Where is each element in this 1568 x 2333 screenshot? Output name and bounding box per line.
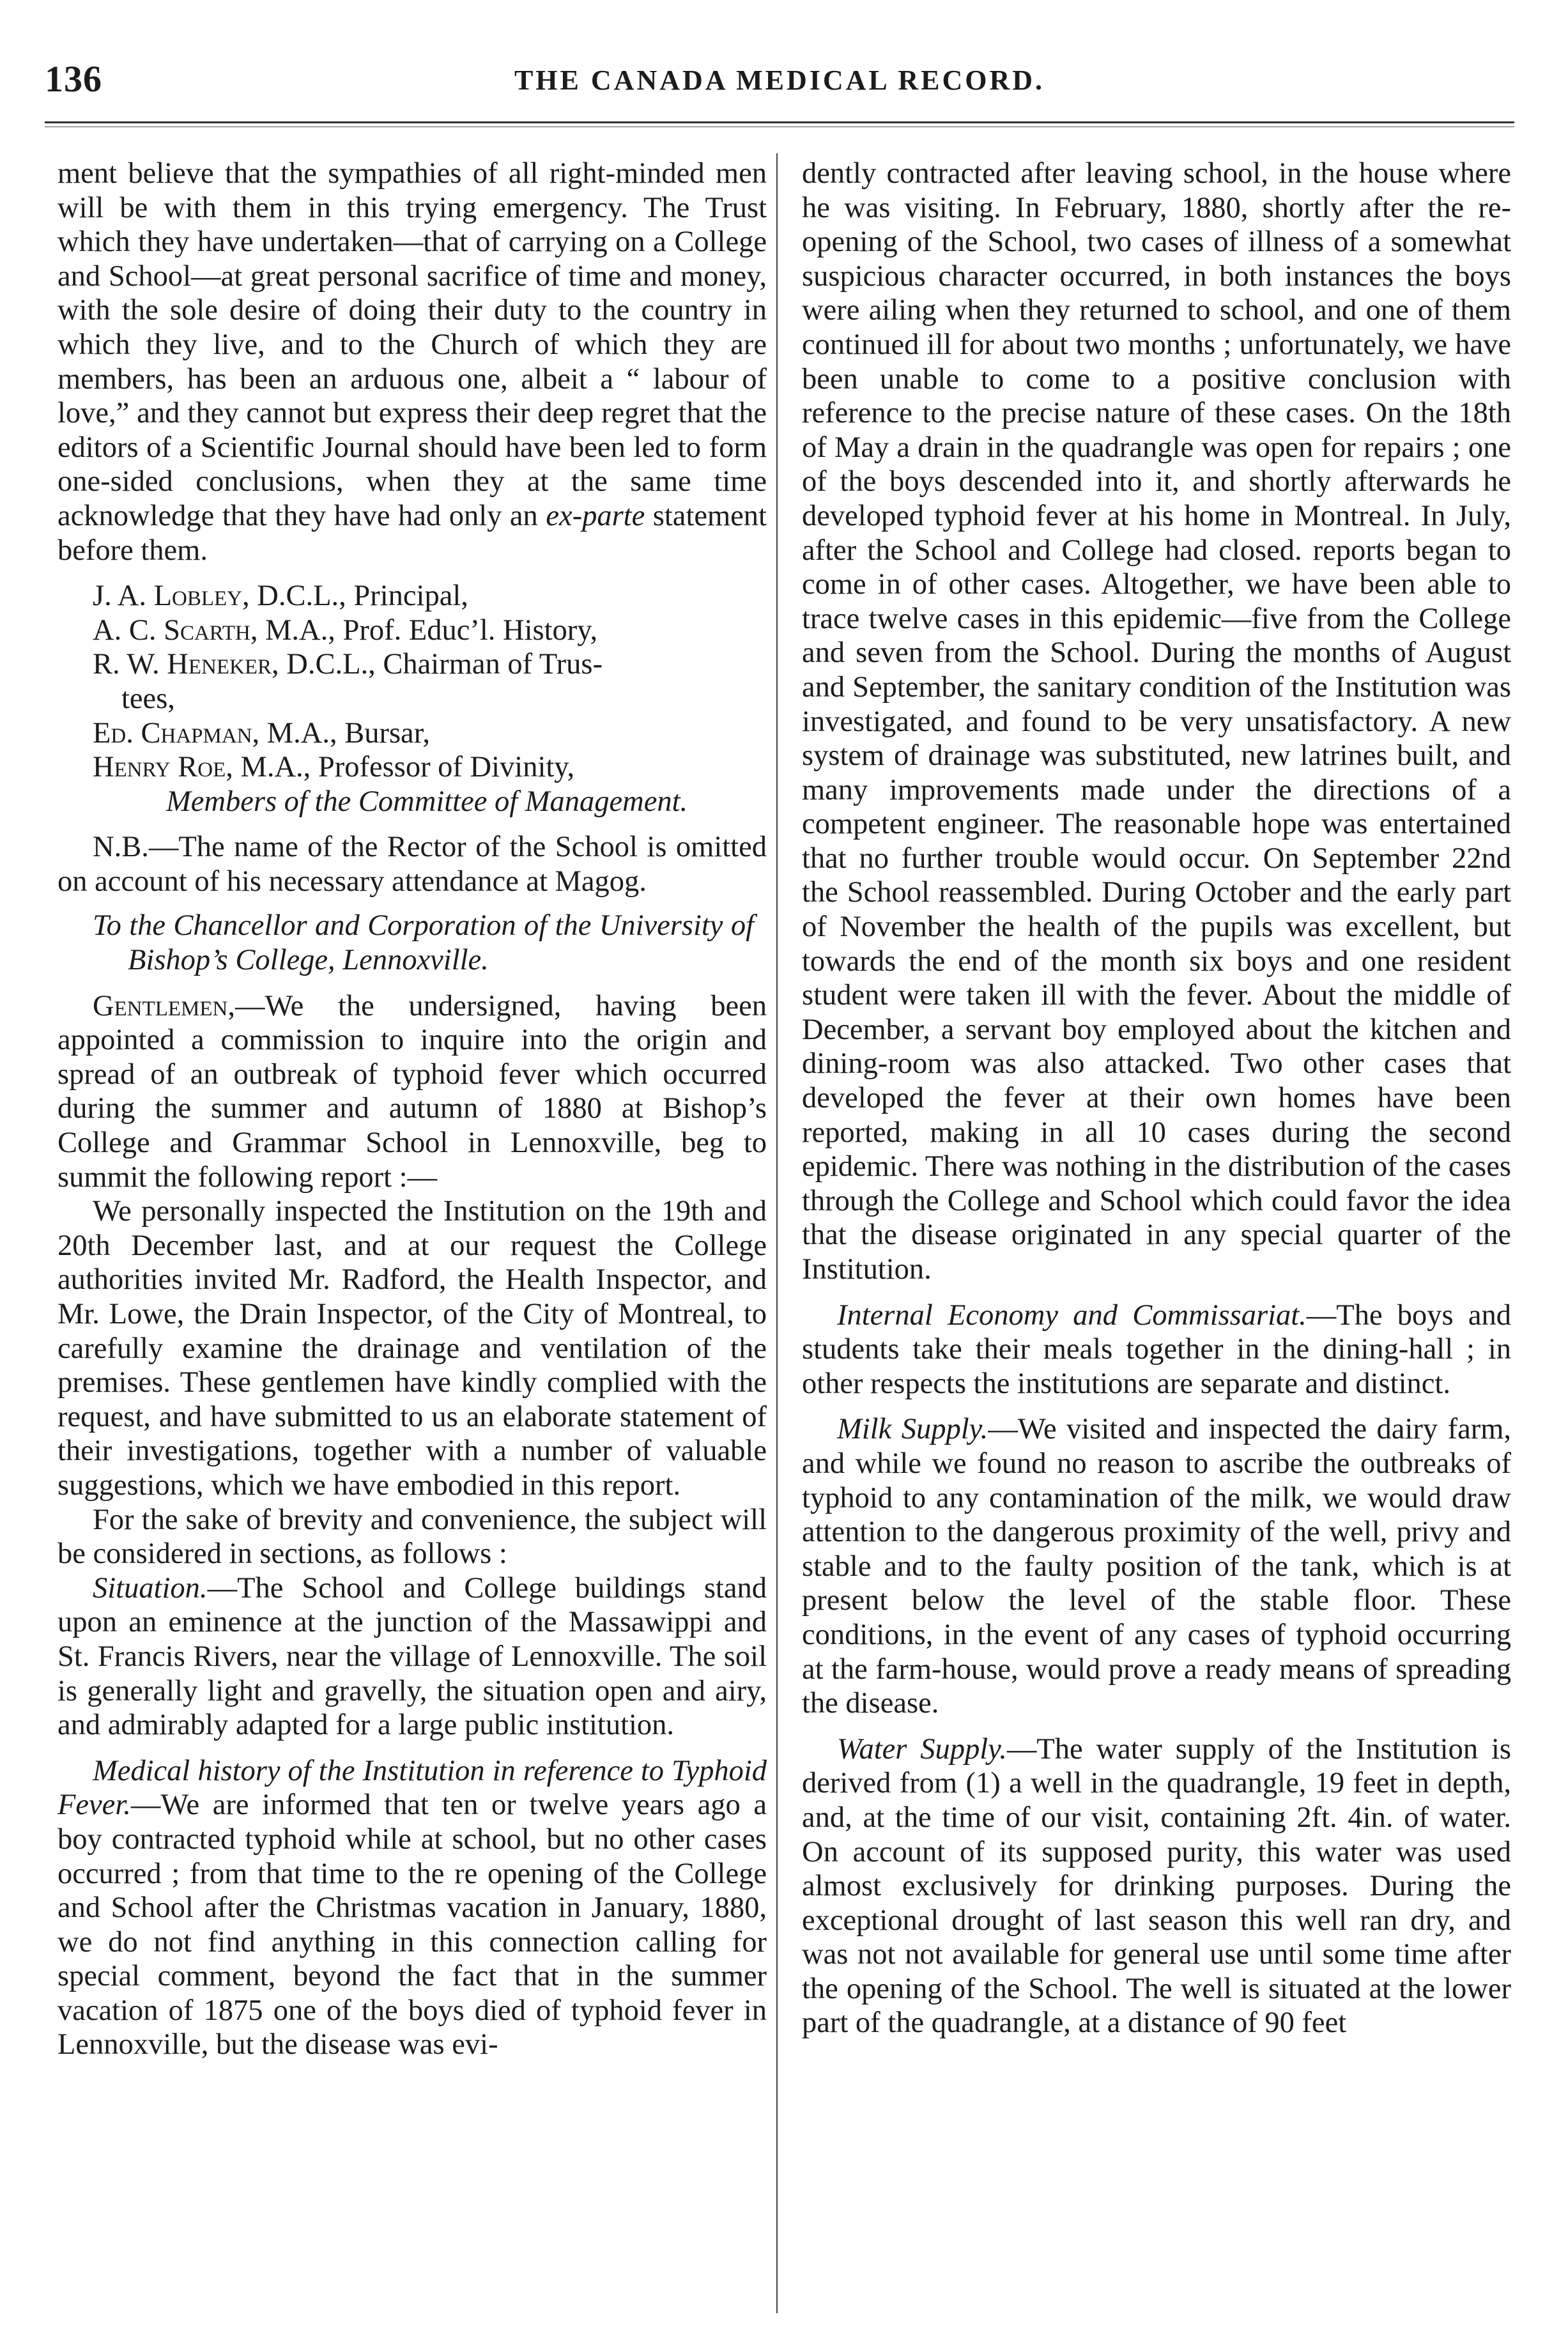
page-number: 136: [45, 58, 102, 100]
page-header: [45, 58, 1514, 115]
signatory: J. A. Lobley, D.C.L., Principal,: [93, 580, 468, 613]
signatory: Ed. Chapman, M.A., Bursar,: [93, 716, 430, 750]
left-column: [58, 157, 767, 2062]
section-heading: Milk Supply.: [837, 1413, 988, 1446]
paragraph-medical-history: Medical history of the Institution in reference to Typhoid Fever.—We are informed that ten or twelve years ago a boy contracted typhoid while at school, but no other cases occurred ; from that time to the re opening of the College and School after the Christmas vacation in January, 1880, we do not find anything in this connection calling for special comment, beyond the fact that in the summer vacation of 1875 one of the boys died of typhoid fever in Lennoxville, but the disease was evi-: [58, 1754, 767, 2061]
paragraph-situation: Situation.—The School and College buildings stand upon an eminence at the junction of the Massawippi and St. Francis Rivers, near the village of Lennoxville. The soil is generally light and gravelly, the situation open and airy, and admirably adapted for a large public institution.: [58, 1571, 767, 1742]
paragraph-internal-economy: Internal Economy and Commissariat.—The boys and students take their meals together in the dining-hall ; in other respects the institutions are separate and distinct.: [802, 1298, 1511, 1400]
right-column: [802, 157, 1511, 2040]
running-title: THE CANADA MEDICAL RECORD.: [514, 65, 1045, 96]
paragraph-milk-supply: Milk Supply.—We visited and inspected the dairy farm, and while we found no reason to ascribe the outbreaks of typhoid to any contamination of the milk, we would draw attention to the dangerous proximity of the well, privy and stable and to the faulty position of the tank, which is at present below the level of the stable floor. These conditions, in the event of any cases of typhoid occurring at the farm-house, would prove a ready means of spreading the disease.: [802, 1413, 1511, 1720]
nota-bene: N.B.—The name of the Rector of the School is omitted on account of his necessary attendance at Magog.: [58, 831, 767, 898]
paragraph-trust: ment believe that the sympathies of all right-minded men will be with them in this trying emergency. The Trust which they have undertaken—that of carrying on a College and School—at great personal sacrifice of time and money, with the sole desire of doing their duty to the country in which they live, and to the Church of which they are members, has been an arduous one, albeit a “ labour of love,” and they cannot but express their deep regret that the editors of a Scientific Journal should have been led to form one-sided conclusions, when they at the same time acknowledge that they have had only an ex-parte statement before them.: [58, 157, 767, 567]
signatory-continuation: tees,: [121, 682, 175, 715]
paragraph-gentlemen: Gentlemen,—We the undersigned, having been appointed a commission to inquire into the origin and spread of an outbreak of typhoid fever which occurred during the summer and autumn of 1880 at Bishop’s College and Grammar School in Lennoxville, beg to summit the following report :—: [58, 989, 767, 1194]
signatory: Henry Roe, M.A., Professor of Divinity,: [93, 751, 575, 784]
paragraph-brevity: For the sake of brevity and convenience, the subject will be considered in sections, as follows :: [58, 1503, 767, 1571]
paragraph-inspected: We personally inspected the Institution on the 19th and 20th December last, and at our request the College authorities invited Mr. Radford, the Health Inspector, and Mr. Lowe, the Drain Inspector, of the City of Montreal, to carefully examine the drainage and ventilation of the premises. These gentlemen have kindly complied with the request, and have submitted to us an elaborate statement of their investigations, together with a number of valuable suggestions, which we have embodied in this report.: [58, 1195, 767, 1502]
paragraph-water-supply: Water Supply.—The water supply of the Institution is derived from (1) a well in the quadrangle, 19 feet in depth, and, at the time of our visit, containing 2ft. 4in. of water. On account of its supposed purity, this water was used almost exclusively for drinking purposes. During the exceptional drought of last season this well ran dry, and was not not available for general use until some time after the opening of the School. The well is situated at the lower part of the quadrangle, at a distance of 90 feet: [802, 1732, 1511, 2040]
signatory: A. C. Scarth, M.A., Prof. Educ’l. History,: [93, 613, 598, 647]
column-divider: [776, 153, 778, 2313]
committee-line: Members of the Committee of Management.: [166, 785, 688, 818]
header-rule: [45, 121, 1514, 123]
signature-block: [58, 579, 767, 819]
section-heading: Internal Economy and Commissariat.: [837, 1298, 1307, 1332]
section-heading: Situation.: [93, 1571, 208, 1605]
paragraph-continuation: dently contracted after leaving school, in the house where he was visiting. In February, 1880, shortly after the re-opening of the School, two cases of illness of a somewhat suspicious character occurred, in both instances the boys were ailing when they returned to school, and one of them continued ill for about two months ; unfortunately, we have been unable to come to a positive conclusion with reference to the precise nature of these cases. On the 18th of May a drain in the quadrangle was open for repairs ; one of the boys descended into it, and shortly afterwards he developed typhoid fever at his home in Montreal. In July, after the School and College had closed. reports began to come in of other cases. Altogether, we have been able to trace twelve cases in this epidemic—five from the College and seven from the School. During the months of August and September, the sanitary condition of the Institution was investigated, and found to be very unsatisfactory. A new system of drainage was substituted, new latrines built, and many improvements made under the directions of a competent engineer. The reasonable hope was entertained that no further trouble would occur. On September 22nd the School reassembled. During October and the early part of November the health of the pupils was excellent, but towards the end of the month six boys and one resident student were taken ill with the fever. About the middle of December, a servant boy employed about the kitchen and dining-room was also attacked. Two other cases that developed the fever at their own homes have been reported, making in all 10 cases during the second epidemic. There was nothing in the distribution of the cases through the College and School which could favor the idea that the disease originated in any special quarter of the Institution.: [802, 157, 1511, 1286]
section-heading: Medical history of the Institution in reference to Typhoid Fever.: [58, 1754, 767, 1822]
address-line: To the Chancellor and Corporation of the University of Bishop’s College, Lennoxville.: [93, 909, 754, 977]
signatory: R. W. Heneker, D.C.L., Chairman of Trus-: [93, 648, 603, 681]
section-heading: Water Supply.: [837, 1732, 1007, 1766]
